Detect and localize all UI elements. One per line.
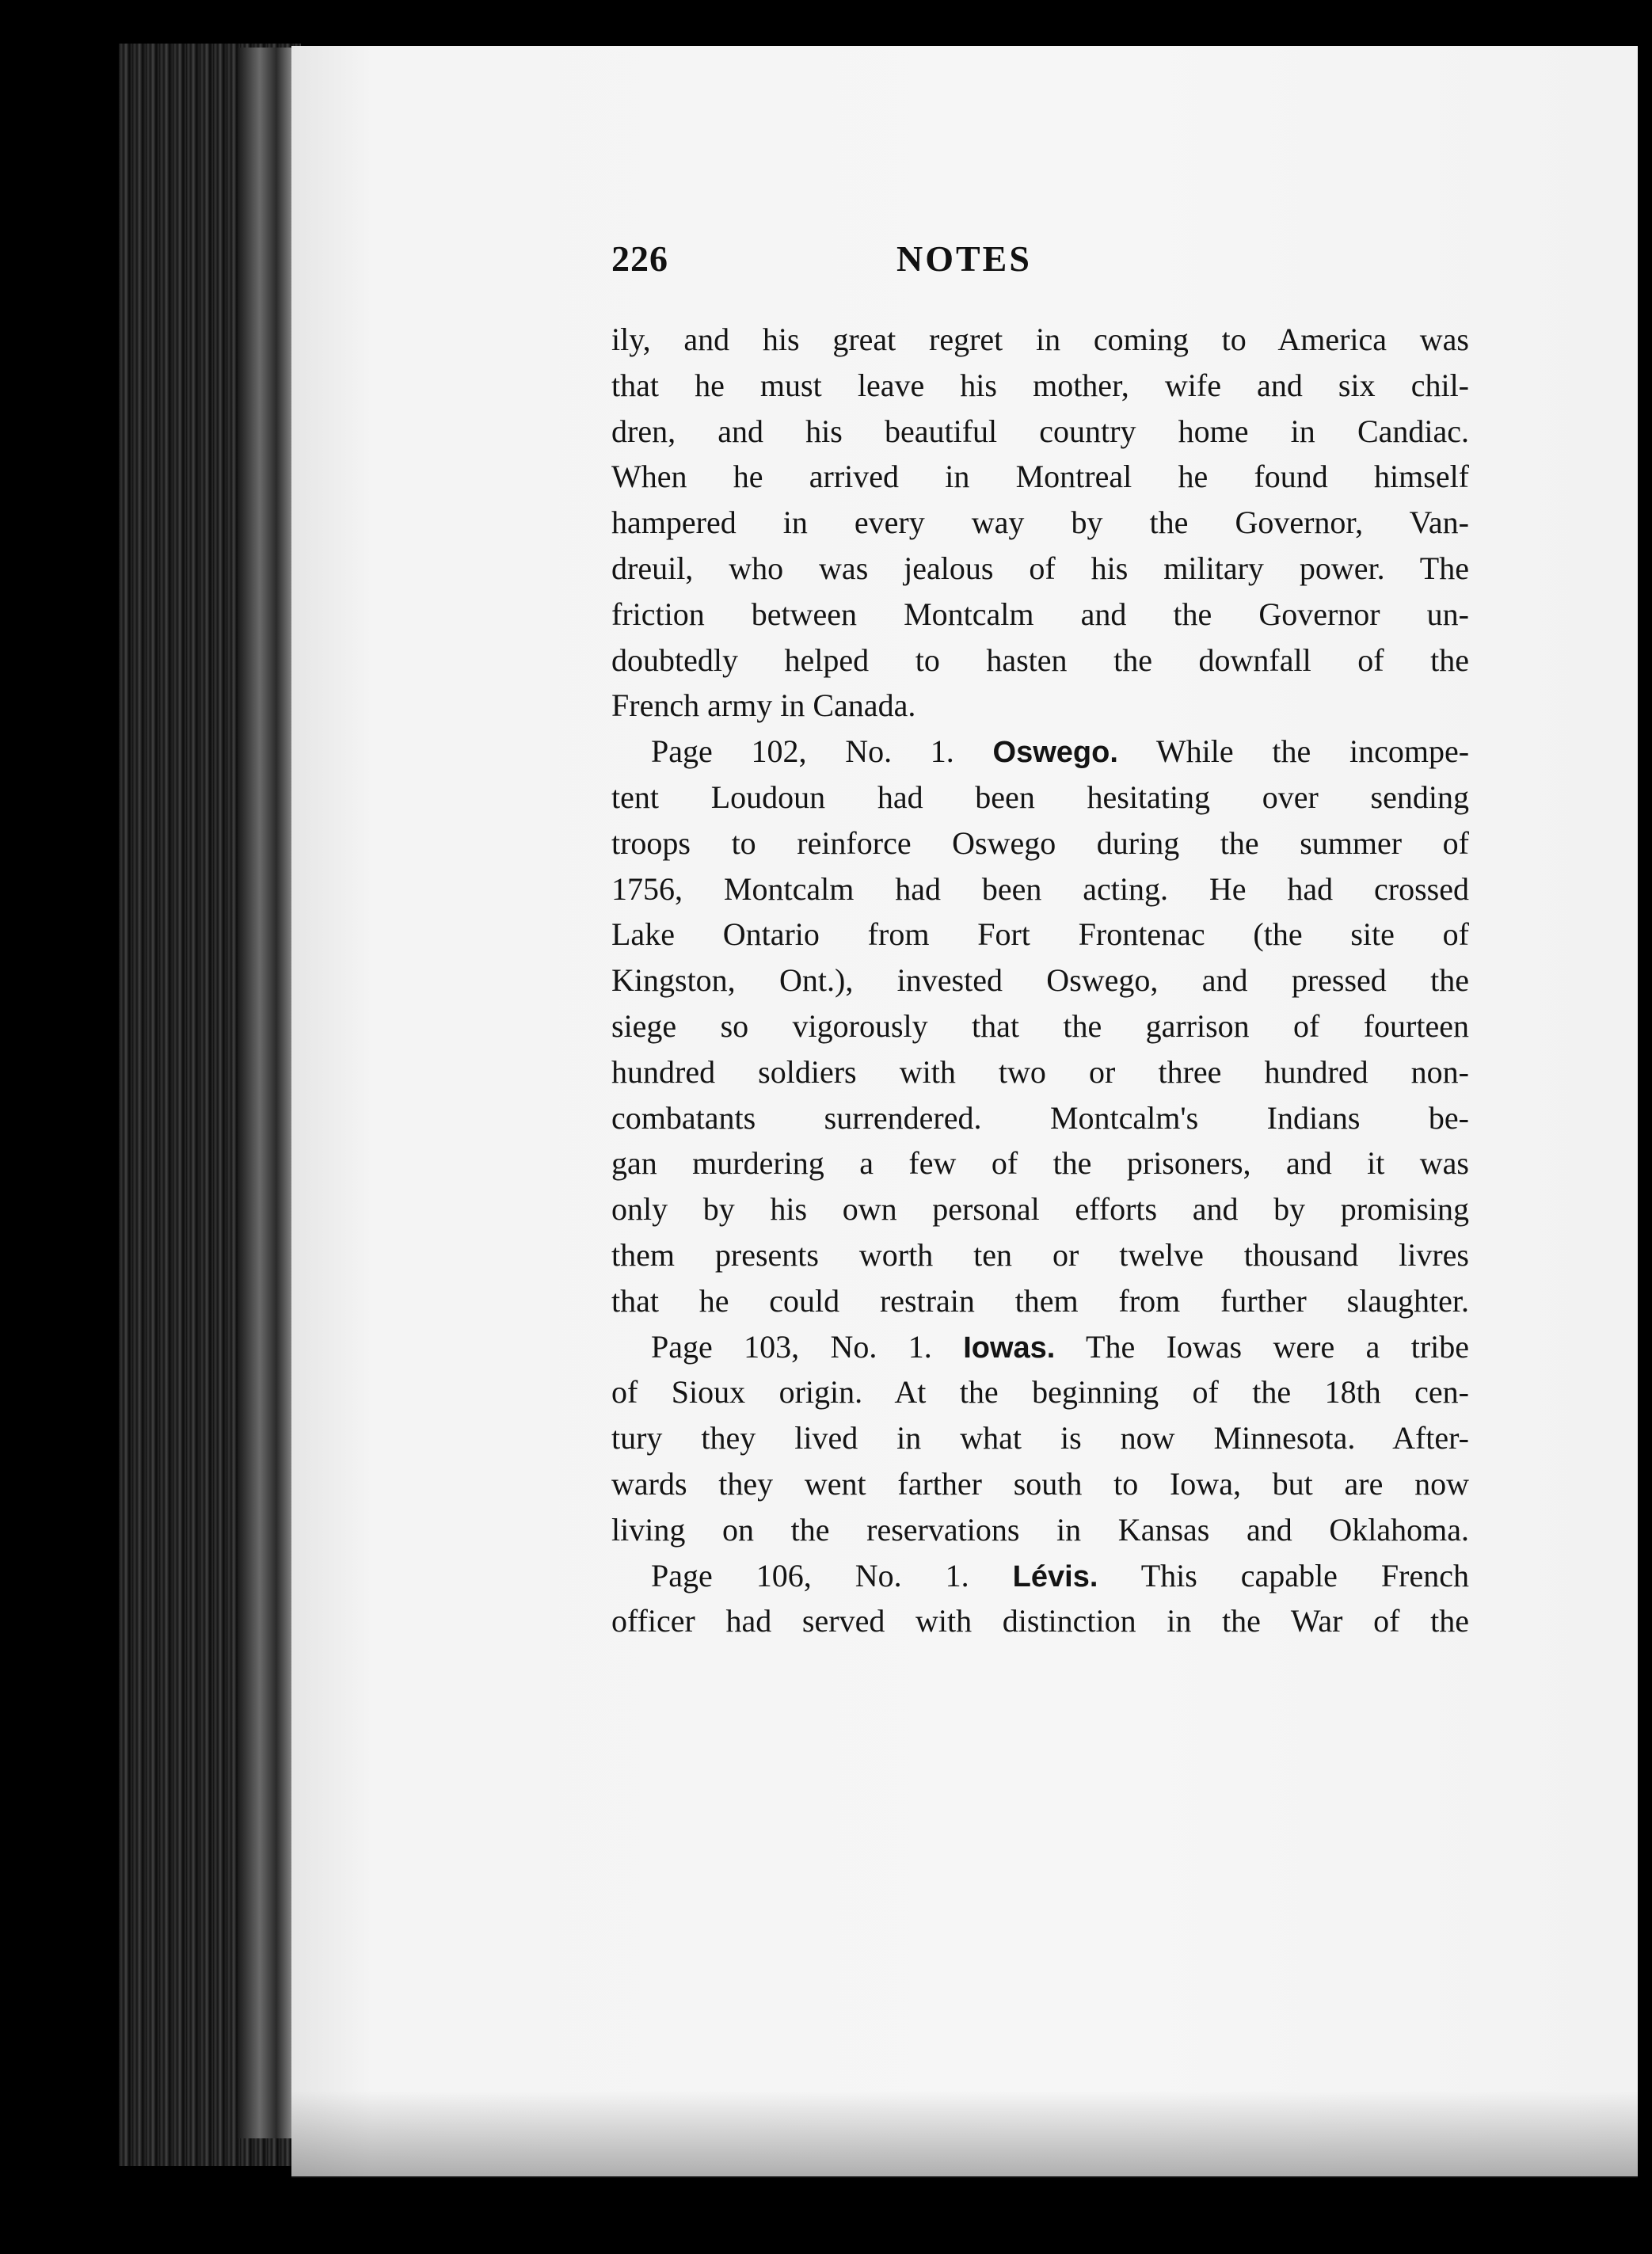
text-line: French army in Canada. <box>611 687 916 724</box>
note-levis-first-line <box>611 1553 1469 1599</box>
text-line: hampered in every way by the Governor, Van- <box>611 504 1469 541</box>
text-line: wards they went farther south to Iowa, but are now <box>611 1465 1469 1502</box>
text-line: dreuil, who was jealous of his military power. The <box>611 550 1469 586</box>
text-line: friction between Montcalm and the Governor un- <box>611 596 1469 632</box>
note-iowas-first-line <box>611 1324 1469 1370</box>
text-line: tent Loudoun had been hesitating over sending <box>611 779 1469 815</box>
text-line: troops to reinforce Oswego during the summer of <box>611 824 1469 861</box>
text-line: officer had served with distinction in the War of the <box>611 1603 1469 1639</box>
text-line: Lake Ontario from Fort Frontenac (the site of <box>611 916 1469 953</box>
note-headword: Lévis. <box>1012 1559 1098 1593</box>
note-reference: Page 102, No. 1. <box>651 733 954 770</box>
text-line: them presents worth ten or twelve thousand livres <box>611 1236 1469 1273</box>
text-line: gan murdering a few of the prisoners, and it was <box>611 1145 1469 1182</box>
note-reference: Page 103, No. 1. <box>651 1328 932 1365</box>
running-head <box>611 238 1469 293</box>
page-bottom-shadow <box>291 2091 1638 2178</box>
note-text: This capable French <box>1140 1557 1470 1593</box>
note-headword: Iowas. <box>963 1331 1056 1365</box>
text-line: hundred soldiers with two or three hundred non- <box>611 1053 1469 1090</box>
text-line: When he arrived in Montreal he found himself <box>611 459 1469 495</box>
note-oswego-first-line <box>611 729 1469 775</box>
book-gutter <box>238 48 293 2138</box>
text-line: of Sioux origin. At the beginning of the 18th cen- <box>611 1374 1469 1411</box>
section-title: NOTES <box>896 238 1032 279</box>
text-line: doubtedly helped to hasten the downfall of the <box>611 642 1469 678</box>
note-text: While the incompe- <box>1155 733 1470 770</box>
text-line: Kingston, Ont.), invested Oswego, and pressed the <box>611 962 1469 999</box>
note-text: The Iowas were a tribe <box>1086 1328 1470 1365</box>
text-line: siege so vigorously that the garrison of fourteen <box>611 1007 1469 1044</box>
notes-body-text <box>611 317 1469 1644</box>
text-line: ily, and his great regret in coming to America was <box>611 322 1469 357</box>
text-line: that he must leave his mother, wife and six chil- <box>611 367 1469 403</box>
text-line: that he could restrain them from further slaughter. <box>611 1282 1469 1319</box>
page-number: 226 <box>611 238 668 279</box>
text-line: combatants surrendered. Montcalm's Indians be- <box>611 1099 1469 1136</box>
text-line: tury they lived in what is now Minnesota. After- <box>611 1420 1469 1456</box>
text-line: only by his own personal efforts and by promising <box>611 1191 1469 1228</box>
note-reference: Page 106, No. 1. <box>651 1557 969 1593</box>
text-line: living on the reservations in Kansas and Oklahoma. <box>611 1511 1469 1548</box>
note-headword: Oswego. <box>992 736 1118 770</box>
text-line: dren, and his beautiful country home in Candiac. <box>611 413 1469 449</box>
text-line: 1756, Montcalm had been acting. He had crossed <box>611 870 1469 907</box>
